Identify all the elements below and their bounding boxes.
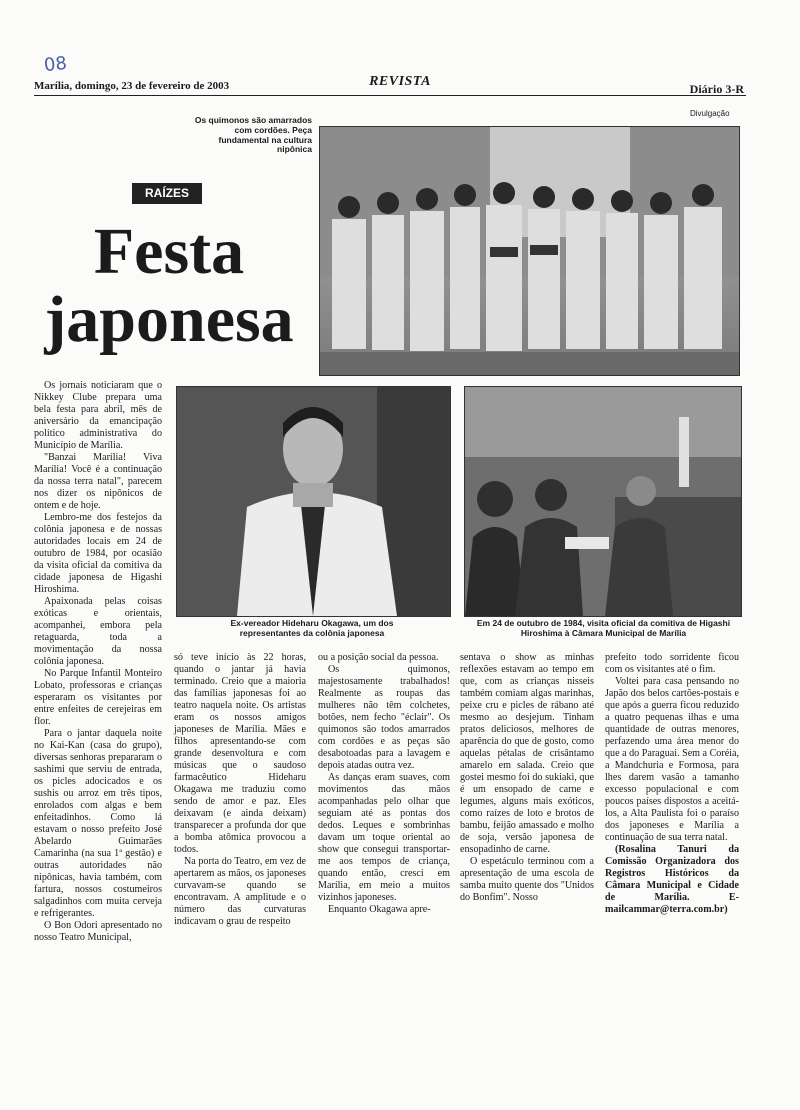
header-rule xyxy=(34,95,746,96)
paragraph: Na porta do Teatro, em vez de apertarem as mãos, os japoneses curvavam-se quando se encontravam. A amplitude e o número das curvaturas indicavam o grau de respeito xyxy=(174,856,306,927)
portrait-illustration xyxy=(177,387,450,616)
article-column-4 xyxy=(460,652,594,904)
caption-kimonos: Os quimonos são amarrados com cordões. Peça fundamental na cultura nipônica xyxy=(194,115,312,155)
article-column-3 xyxy=(318,652,450,916)
paragraph: prefeito todo sorridente ficou com os visitantes até o fim. xyxy=(605,652,739,675)
kimono-group-illustration xyxy=(320,127,739,375)
header-place-date: Marília, domingo, 23 de fevereiro de 2003 xyxy=(34,80,230,92)
header-page: Diário 3-R xyxy=(689,82,744,96)
headline-line-1: Festa xyxy=(93,215,245,288)
visit-illustration xyxy=(465,387,741,616)
section-tag: RAÍZES xyxy=(132,183,202,204)
paragraph: Voltei para casa pensando no Japão dos belos cartões-postais e que após a guerra ficou reduzido a quatro pequenas ilhas e uma quantidade de outras menores, perfazendo uma área menor do que a do Paraguai. Sem a Coréia, a Mandchuria e Formosa, para lhes darem vasão a tamanho excesso populacional e com poucos países dispostos a aceitá-los, a Alta Paulista foi o paraíso dos japoneses e Marília a continuação de sua terra natal. xyxy=(605,676,739,843)
photo-official-visit xyxy=(464,386,742,617)
paragraph: O espetáculo terminou com a apresentação de uma escola de samba muito quente dos "Unidos do Bonfim". Nosso xyxy=(460,856,594,903)
paragraph: Enquanto Okagawa apre- xyxy=(328,904,431,915)
paragraph: No Parque Infantil Monteiro Lobato, professoras e crianças esperaram os visitantes por entre enfeites de cerejeiras em flor. xyxy=(34,668,162,727)
paragraph: ou a posição social da pessoa. xyxy=(318,652,439,663)
paragraph: sentava o show as minhas reflexões estavam ao tempo em que, com as crianças nisseis também comiam algas marinhas, peixe cru e picles de rábano até mesmo ao desjejum. Tinham pratos deliciosos, melhores de aparência do que de gosto, como aquelas pétalas de crisântamo amarelo em salada. Creio que gostei mesmo foi do sukiaki, que é um ensopado de carne e legumes, alguns mais exóticos, como raízes de loto e brotos de bambu, feijão amassado e molho de soja, versão japonesa de ensopadinho de carne. xyxy=(460,652,594,855)
paragraph: O Bon Odori apresentado no nosso Teatro Municipal, xyxy=(34,920,162,943)
caption-official-visit: Em 24 de outubro de 1984, visita oficial da comitiva de Higashi Hiroshima à Câmara Municipal de Marília xyxy=(476,618,731,638)
headline xyxy=(24,215,314,356)
handwritten-page-number: 08 xyxy=(42,52,68,77)
paragraph: As danças eram suaves, com movimentos das mãos acompanhadas pelo olhar que seguiam até as pontas dos dedos. Leques e sombrinhas davam um toque oriental ao show que consegui transportar-me aos tempos de criança, quando então, cresci em Marília, em meio a muitos vizinhos japoneses. xyxy=(318,772,450,903)
article-column-2 xyxy=(174,652,306,928)
article-column-1 xyxy=(34,380,162,944)
photo-credit: Divulgação xyxy=(690,109,730,118)
paragraph: Os quimonos, majestosamente trabalhados! Realmente as roupas das mulheres não têm colchetes, botões, nem fecho "éclair". Os quimonos são todos amarrados com cordões e as peças são desabotoadas para a lavagem e depois atadas outra vez. xyxy=(318,664,450,771)
article-column-5 xyxy=(605,652,739,916)
headline-line-2: japonesa xyxy=(44,283,294,356)
paragraph: "Banzai Marília! Viva Marília! Você é a continuação da nossa terra natal", parecem nos dizer os nipônicos de ontem e de hoje. xyxy=(34,452,162,511)
header-section: REVISTA xyxy=(369,74,431,89)
paragraph: Apaixonada pelas coisas exóticas e orientais, acompanhei, embora pela retaguarda, toda a movimentação da nossa colônia japonesa. xyxy=(34,596,162,667)
author-signature: (Rosalina Tanuri da Comissão Organizadora dos Registros Históricos da Câmara Municipal e Cidade de Marília. E-mailcammar@terra.com.br) xyxy=(605,844,739,915)
photo-okagawa-portrait xyxy=(176,386,451,617)
caption-okagawa: Ex-vereador Hideharu Okagawa, um dos representantes da colônia japonesa xyxy=(230,618,394,638)
photo-kimono-group xyxy=(319,126,740,376)
paragraph: só teve início às 22 horas, quando o jantar já havia terminado. Creio que a maioria das famílias japonesas foi ao teatro naquela noite. Os artistas eram os nossos amigos japoneses de Marília. Mães e filhos apresentando-se com grande desenvoltura e com músicas que o saudoso farmacêutico Hideharu Okagawa me traduziu como sendo de amor e paz. Eles deixavam (e ainda deixam) transparecer a profunda dor que a bomba atômica provocou a todos. xyxy=(174,652,306,855)
paragraph: Lembro-me dos festejos da colônia japonesa e de nossas autoridades locais em 24 de outubro de 1984, por ocasião da visita oficial da comitiva da cidade japonesa de Higashi Hiroshima. xyxy=(34,512,162,595)
paragraph: Os jornais noticiaram que o Nikkey Clube prepara uma bela festa para abril, mês de aniversário da emancipação político administrativa do Município de Marília. xyxy=(34,380,162,451)
paragraph: Para o jantar daquela noite no Kai-Kan (casa do grupo), diversas senhoras prepararam o sashimi que serviu de entrada, os picles adocicados e os sushis ou arroz em três tipos, enrolados com algas e bem enfeitadinhos. Como lá estavam o nosso prefeito José Abelardo Guimarães Camarinha (na sua 1ª gestão) e outras autoridades não nipônicas, havia também, com fartura, nossos costumeiros salgadinhos com muita cerveja e refrigerantes. xyxy=(34,728,162,919)
